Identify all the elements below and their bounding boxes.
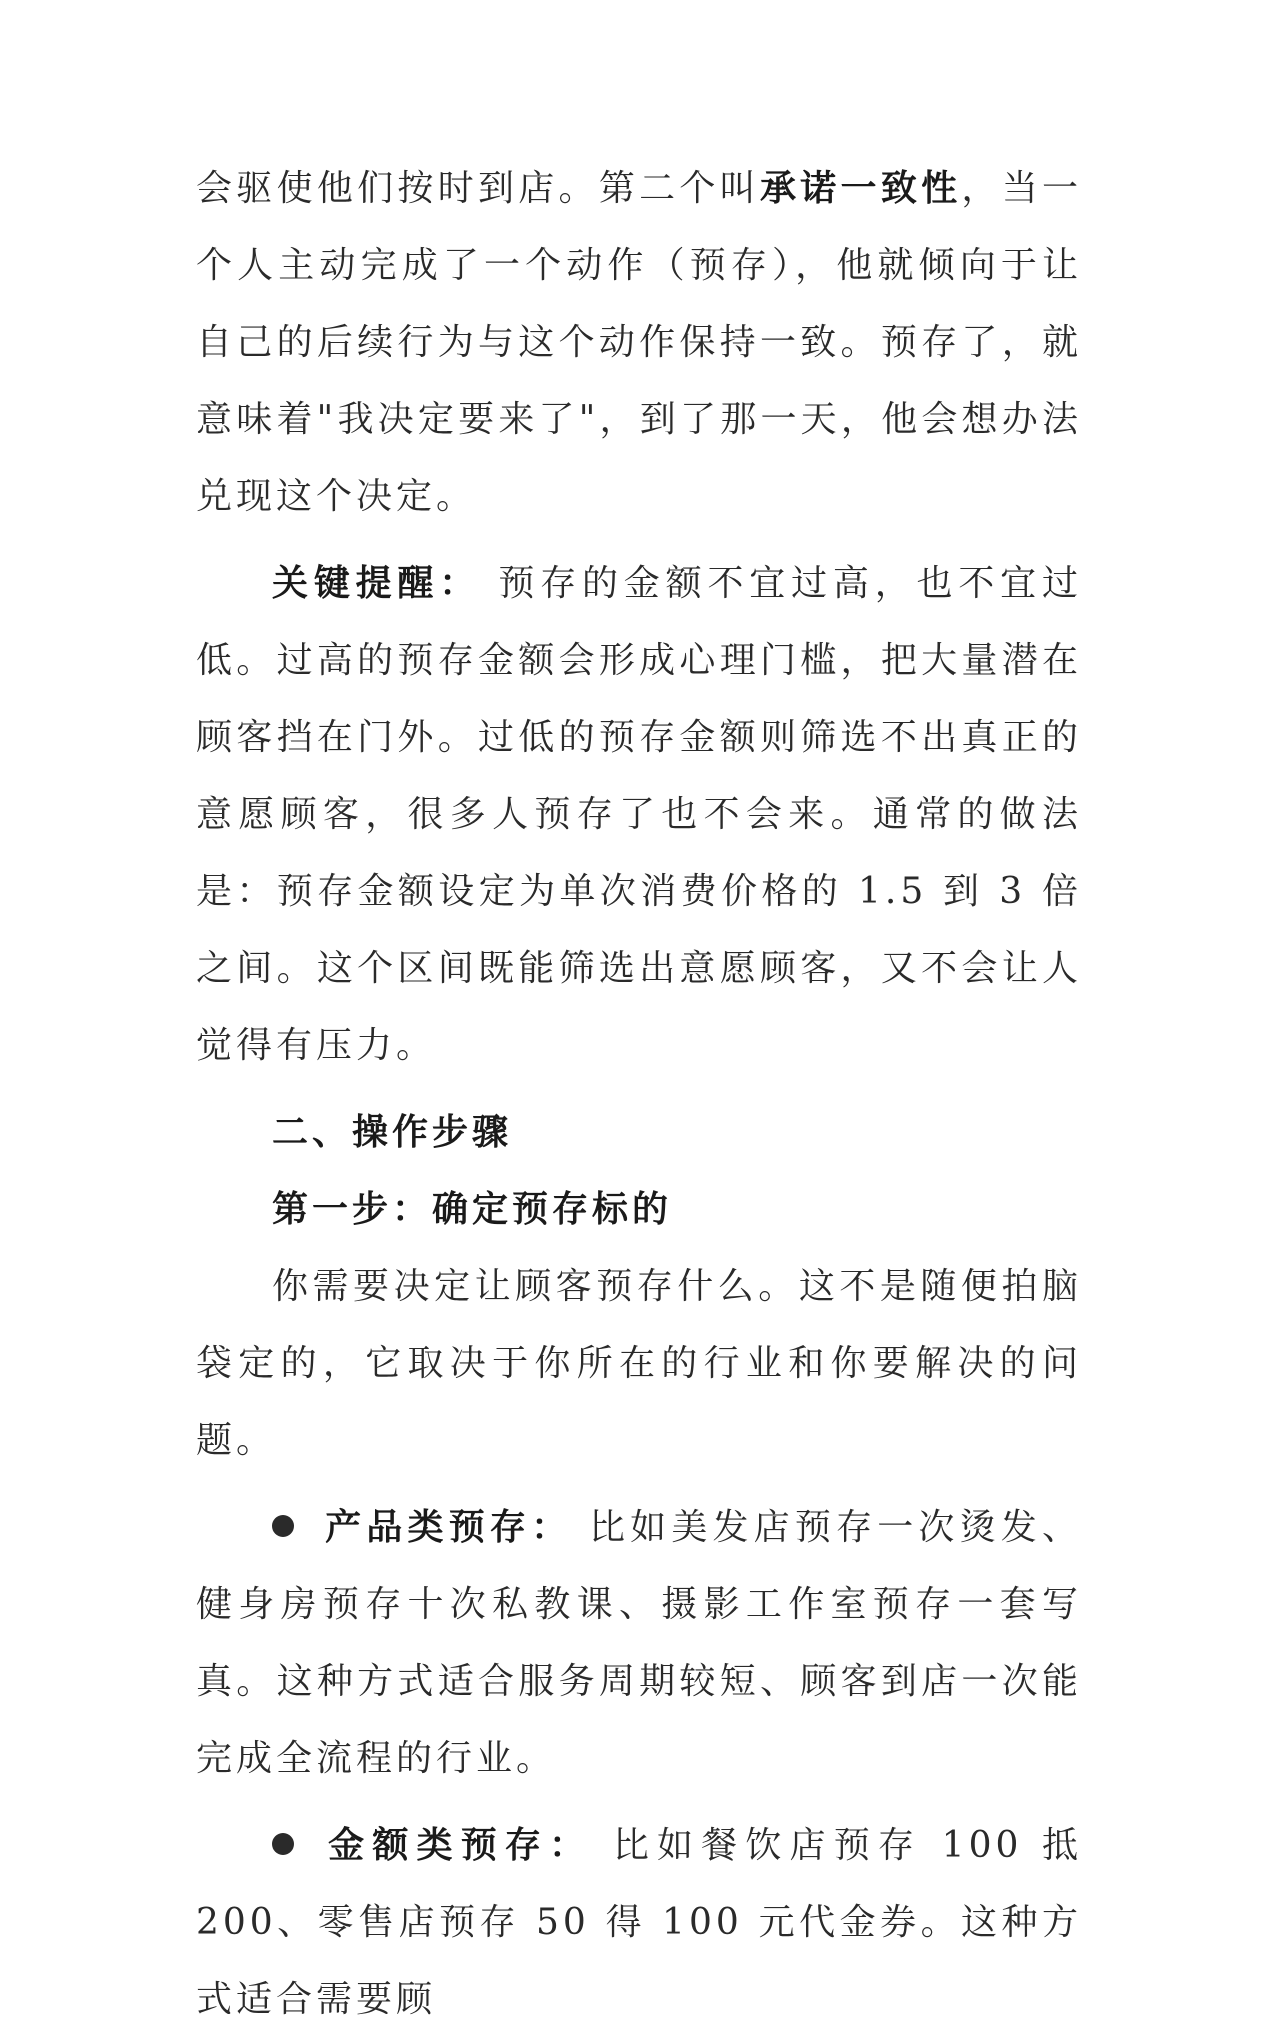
bullet-label: 产品类预存： <box>324 1507 573 1548</box>
step-heading: 第一步：确定预存标的 <box>272 1189 673 1230</box>
paragraph-text: 会驱使他们按时到店。第二个叫 <box>196 168 760 209</box>
document-page <box>196 150 1082 2038</box>
section-heading: 二、操作步骤 <box>272 1112 513 1153</box>
paragraph-text: 你需要决定让顾客预存什么。这不是随便拍脑袋定的，它取决于你所在的行业和你要解决的问题。 <box>196 1266 1082 1461</box>
key-reminder-label: 关键提醒： <box>272 563 482 604</box>
paragraph-text: 预存的金额不宜过高，也不宜过低。过高的预存金额会形成心理门槛，把大量潜在顾客挡在门外。过低的预存金额则筛选不出真正的意愿顾客，很多人预存了也不会来。通常的做法是：预存金额设定为单次消费价格的 1.5 到 3 倍之间。这个区间既能筛选出意愿顾客，又不会让人觉得有压力。 <box>196 563 1082 1066</box>
bold-term-commitment: 承诺一致性 <box>759 168 962 209</box>
paragraph-step-intro <box>196 1248 1082 1479</box>
bullet-icon <box>272 1833 294 1855</box>
paragraph-key-reminder <box>196 545 1082 1084</box>
paragraph-commitment <box>196 150 1082 535</box>
bullet-label: 金额类预存： <box>324 1825 594 1866</box>
paragraph-text: ，当一个人主动完成了一个动作（预存），他就倾向于让自己的后续行为与这个动作保持一致。预存了，就意味着"我决定要来了"，到了那一天，他会想办法兑现这个决定。 <box>196 168 1082 517</box>
bullet-text: 比如餐饮店预存 100 抵 200、零售店预存 50 得 100 元代金券。这种方式适合需要顾 <box>196 1825 1082 2020</box>
bullet-item-amount <box>196 1807 1082 2038</box>
bullet-icon <box>272 1515 294 1537</box>
bullet-item-product <box>196 1489 1082 1797</box>
bullet-text: 比如美发店预存一次烫发、健身房预存十次私教课、摄影工作室预存一套写真。这种方式适合服务周期较短、顾客到店一次能完成全流程的行业。 <box>196 1507 1082 1779</box>
